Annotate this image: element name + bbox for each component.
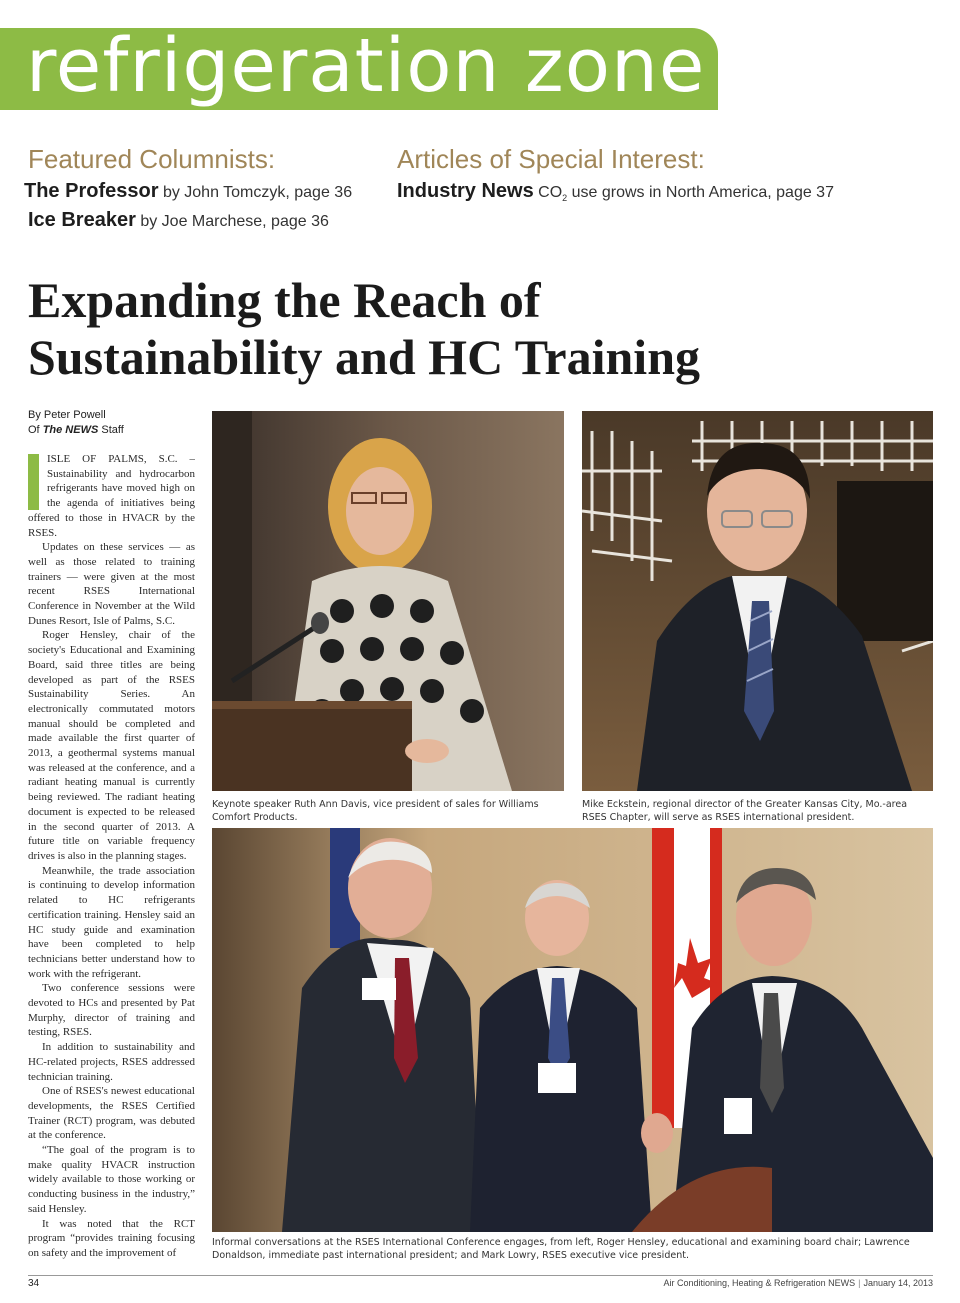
page-number: 34 xyxy=(28,1278,40,1289)
drop-cap-bar xyxy=(28,454,39,510)
section-banner xyxy=(0,28,718,110)
article-paragraph: Updates on these services — as well as those related to training trainers — were given at the most recent RSES International Conference in November at the Wild Dunes Resort, Isle of Palms, S.C. xyxy=(28,541,195,627)
byline-author: By Peter Powell xyxy=(28,409,106,421)
byline xyxy=(28,408,124,438)
article-paragraph: ISLE OF PALMS, S.C. – Sustainability and hydrocarbon refrigerants have moved high on the agenda of initiatives being offered to those in HVACR by the RSES. xyxy=(28,453,195,539)
columnist-name: Ice Breaker xyxy=(28,209,136,231)
featured-columnists-heading: Featured Columnists: xyxy=(28,144,276,174)
special-article-detail: $CO_2$ use grows in North America, page 37 xyxy=(538,184,834,204)
columnist-item[interactable] xyxy=(28,209,329,232)
speaker-illustration xyxy=(212,411,564,791)
columnist-detail: by John Tomczyk, page 36 xyxy=(162,184,353,201)
article-paragraph: In addition to sustainability and HC-related projects, RSES addressed technician training. xyxy=(28,1041,195,1083)
eckstein-photo-caption: Mike Eckstein, regional director of the Greater Kansas City, Mo.-area RSES Chapter, will serve as RSES international president. xyxy=(582,799,908,823)
eckstein-photo xyxy=(582,411,933,791)
article-body xyxy=(28,452,195,1267)
group-photo xyxy=(212,828,933,1232)
publication-name: Air Conditioning, Heating & Refrigeration NEWS xyxy=(663,1278,856,1288)
article-paragraph: “The goal of the program is to make quality HVACR instruction widely available to those working or conducting business in the industry,” said Hensley. xyxy=(28,1144,195,1215)
section-title: refrigeration zone xyxy=(26,28,706,109)
issue-date: January 14, 2013 xyxy=(863,1278,933,1288)
speaker-photo xyxy=(212,411,564,791)
article-paragraph: One of RSES's newest educational developments, the RSES Certified Trainer (RCT) program, was debuted at the conference. xyxy=(28,1085,195,1142)
eckstein-illustration xyxy=(582,411,933,791)
footer-divider xyxy=(28,1275,933,1276)
special-article-item[interactable] xyxy=(397,180,834,203)
article-paragraph: Roger Hensley, chair of the society's Educational and Examining Board, said three titles are being developed as part of the RSES Sustainability Series. An electronically commutated motors manual should be completed and made available the first quarter of 2013, a geothermal systems manual was released at the conference, and a radiant heating manual is currently being reviewed. The radiant heating document is expected to be released in the second quarter of 2013. A future title on variable frequency drives is also in the planning stages. xyxy=(28,629,195,862)
article-headline xyxy=(28,272,748,386)
article-paragraph: Meanwhile, the trade association is continuing to develop information related to HC refrigerants certification training. Hensley said an HC study guide and examination have been completed to help technicians better understand how to work with the refrigerant. xyxy=(28,864,195,980)
article-paragraph: Two conference sessions were devoted to HCs and presented by Pat Murphy, director of training and testing, RSES. xyxy=(28,982,195,1039)
group-illustration xyxy=(212,828,933,1232)
footer-publication xyxy=(664,1278,934,1288)
headline-line-2: Sustainability and HC Training xyxy=(28,329,700,385)
byline-affiliation: Of The NEWS Staff xyxy=(28,424,124,436)
special-article-name: Industry News xyxy=(397,180,534,202)
article-paragraph: It was noted that the RCT program “provides training focusing on safety and the improvement of xyxy=(28,1217,195,1259)
speaker-photo-caption: Keynote speaker Ruth Ann Davis, vice president of sales for Williams Comfort Products. xyxy=(212,799,539,823)
columnist-name: The Professor xyxy=(24,180,159,202)
footer-separator: | xyxy=(858,1278,861,1288)
special-interest-heading: Articles of Special Interest: xyxy=(397,144,705,174)
columnist-item[interactable] xyxy=(24,180,352,203)
headline-line-1: Expanding the Reach of xyxy=(28,272,541,328)
group-photo-caption: Informal conversations at the RSES International Conference engages, from left, Roger Hensley, educational and examining board chair; Lawrence Donaldson, immediate past international president; and Mark Lowry, RSES executive vice president. xyxy=(212,1237,910,1261)
columnist-detail: by Joe Marchese, page 36 xyxy=(140,213,329,230)
